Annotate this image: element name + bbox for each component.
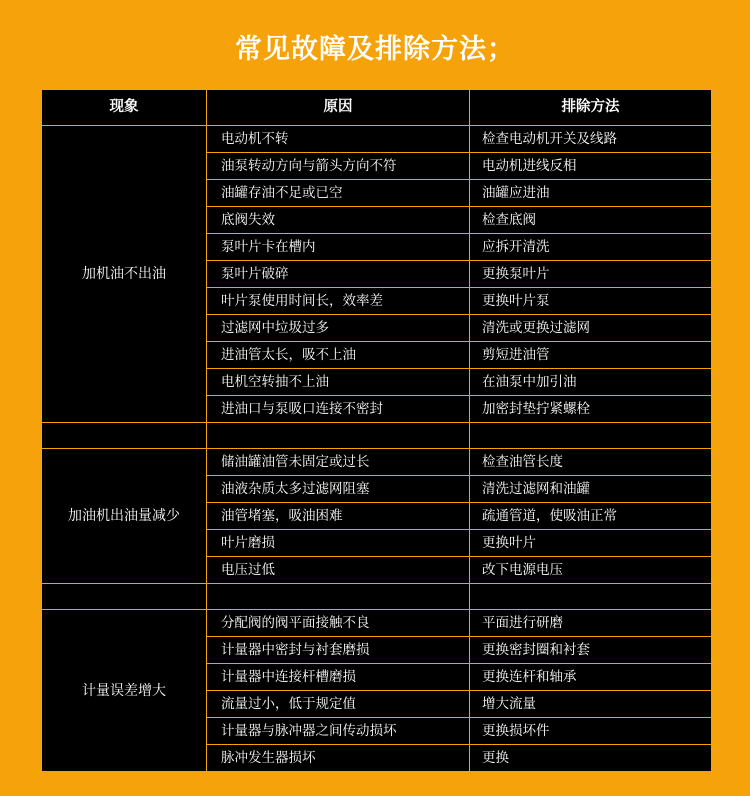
troubleshooting-table <box>41 89 712 772</box>
remedy-cell: 检查底阀 <box>470 207 712 234</box>
table-header-row <box>42 90 712 126</box>
cause-cell: 油罐存油不足或已空 <box>207 180 470 207</box>
page-title: 常见故障及排除方法； <box>235 34 515 64</box>
cause-cell: 油管堵塞，吸油困难 <box>207 503 470 530</box>
cause-cell: 油泵转动方向与箭头方向不符 <box>207 153 470 180</box>
remedy-cell: 清洗过滤网和油罐 <box>470 476 712 503</box>
column-header-phenomenon: 现象 <box>42 90 207 126</box>
table-spacer-row <box>42 423 712 449</box>
table-row <box>42 610 712 637</box>
cause-cell: 电机空转抽不上油 <box>207 369 470 396</box>
cause-cell: 计量器中密封与衬套磨损 <box>207 637 470 664</box>
spacer-cell <box>42 423 207 449</box>
cause-cell: 计量器与脉冲器之间传动损坏 <box>207 718 470 745</box>
cause-cell: 泵叶片破碎 <box>207 261 470 288</box>
cause-cell: 储油罐油管未固定或过长 <box>207 449 470 476</box>
remedy-cell: 增大流量 <box>470 691 712 718</box>
remedy-cell: 更换损坏件 <box>470 718 712 745</box>
remedy-cell: 更换 <box>470 745 712 772</box>
remedy-cell: 电动机进线反相 <box>470 153 712 180</box>
remedy-cell: 剪短进油管 <box>470 342 712 369</box>
remedy-cell: 加密封垫拧紧螺栓 <box>470 396 712 423</box>
spacer-cell <box>207 584 470 610</box>
remedy-cell: 更换叶片 <box>470 530 712 557</box>
category-cell: 加机油不出油 <box>42 126 207 423</box>
cause-cell: 进油管太长，吸不上油 <box>207 342 470 369</box>
remedy-cell: 油罐应进油 <box>470 180 712 207</box>
cause-cell: 计量器中连接杆槽磨损 <box>207 664 470 691</box>
spacer-cell <box>470 584 712 610</box>
remedy-cell: 更换叶片泵 <box>470 288 712 315</box>
cause-cell: 电压过低 <box>207 557 470 584</box>
cause-cell: 油液杂质太多过滤网阻塞 <box>207 476 470 503</box>
cause-cell: 分配阀的阀平面接触不良 <box>207 610 470 637</box>
cause-cell: 叶片磨损 <box>207 530 470 557</box>
remedy-cell: 检查电动机开关及线路 <box>470 126 712 153</box>
remedy-cell: 检查油管长度 <box>470 449 712 476</box>
remedy-cell: 应拆开清洗 <box>470 234 712 261</box>
remedy-cell: 清洗或更换过滤网 <box>470 315 712 342</box>
category-cell: 加油机出油量减少 <box>42 449 207 584</box>
spacer-cell <box>42 584 207 610</box>
cause-cell: 叶片泵使用时间长，效率差 <box>207 288 470 315</box>
remedy-cell: 更换密封圈和衬套 <box>470 637 712 664</box>
table-row <box>42 449 712 476</box>
remedy-cell: 疏通管道，使吸油正常 <box>470 503 712 530</box>
cause-cell: 泵叶片卡在槽内 <box>207 234 470 261</box>
column-header-cause: 原因 <box>207 90 470 126</box>
table-spacer-row <box>42 584 712 610</box>
remedy-cell: 在油泵中加引油 <box>470 369 712 396</box>
cause-cell: 脉冲发生器损坏 <box>207 745 470 772</box>
cause-cell: 底阀失效 <box>207 207 470 234</box>
spacer-cell <box>207 423 470 449</box>
spacer-cell <box>470 423 712 449</box>
cause-cell: 流量过小，低于规定值 <box>207 691 470 718</box>
column-header-remedy: 排除方法 <box>470 90 712 126</box>
cause-cell: 进油口与泵吸口连接不密封 <box>207 396 470 423</box>
remedy-cell: 更换连杆和轴承 <box>470 664 712 691</box>
troubleshooting-table-wrapper <box>40 88 710 773</box>
table-body <box>42 126 712 772</box>
cause-cell: 过滤网中垃圾过多 <box>207 315 470 342</box>
remedy-cell: 更换泵叶片 <box>470 261 712 288</box>
table-row <box>42 126 712 153</box>
cause-cell: 电动机不转 <box>207 126 470 153</box>
category-cell: 计量误差增大 <box>42 610 207 772</box>
remedy-cell: 改下电源电压 <box>470 557 712 584</box>
remedy-cell: 平面进行研磨 <box>470 610 712 637</box>
